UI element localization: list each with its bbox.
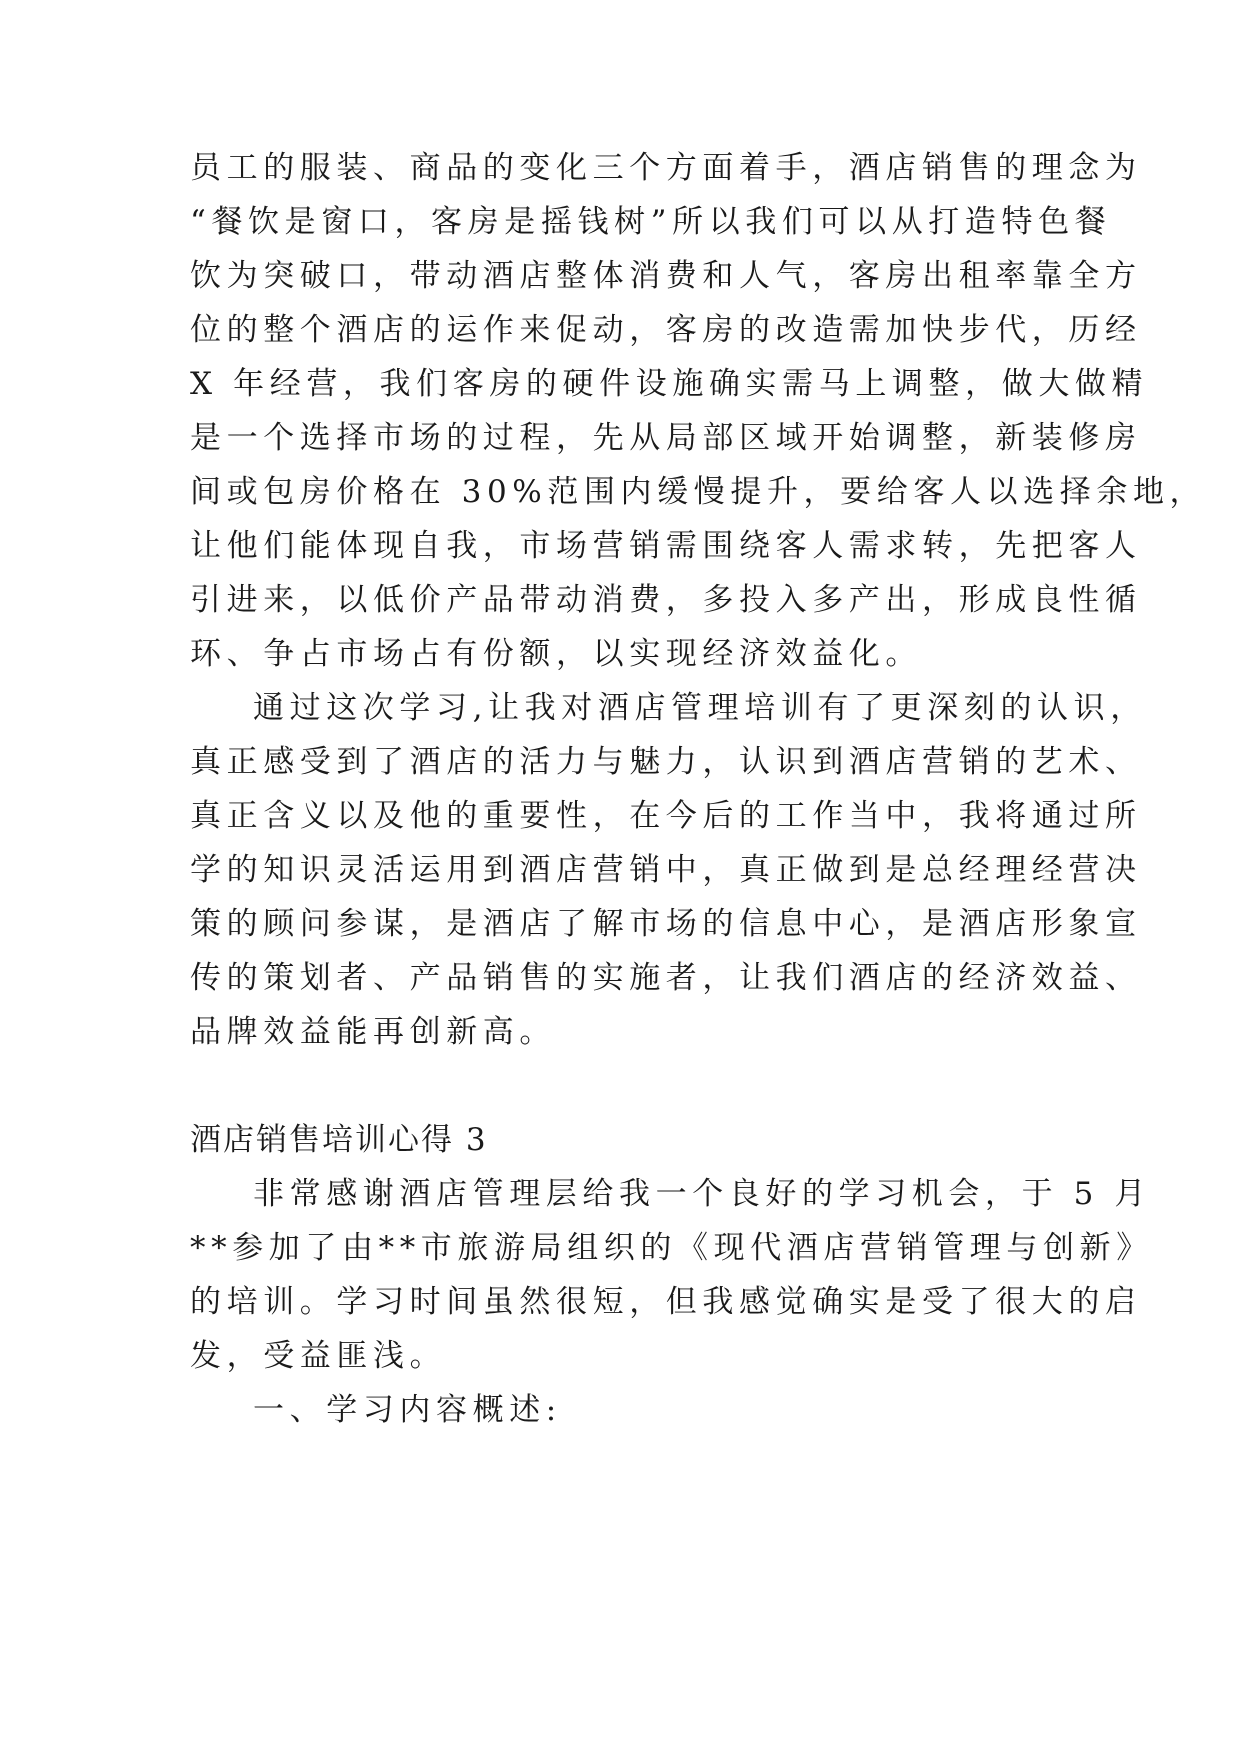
paragraph-line: 通过这次学习,让我对酒店管理培训有了更深刻的认识， (253, 690, 1147, 726)
paragraph-line: “餐饮是窗口，客房是摇钱树”所以我们可以从打造特色餐 (190, 204, 1112, 240)
paragraph-line: 真正含义以及他的重要性，在今后的工作当中，我将通过所 (190, 798, 1142, 834)
paragraph-line: 是一个选择市场的过程，先从局部区域开始调整，新装修房 (190, 420, 1142, 456)
paragraph-line: 饮为突破口，带动酒店整体消费和人气，客房出租率靠全方 (190, 258, 1142, 294)
paragraph-line: 策的顾问参谋，是酒店了解市场的信息中心，是酒店形象宣 (190, 906, 1142, 942)
paragraph-line: **参加了由**市旅游局组织的《现代酒店营销管理与创新》 (190, 1230, 1153, 1266)
paragraph-line: 位的整个酒店的运作来促动，客房的改造需加快步代，历经 (190, 312, 1142, 348)
section-title: 酒店销售培训心得 3 (190, 1122, 488, 1158)
paragraph-line: 员工的服装、商品的变化三个方面着手，酒店销售的理念为 (190, 150, 1142, 186)
paragraph-line: 传的策划者、产品销售的实施者，让我们酒店的经济效益、 (190, 960, 1142, 996)
paragraph-line: 发，受益匪浅。 (190, 1338, 447, 1374)
paragraph-line: 真正感受到了酒店的活力与魅力，认识到酒店营销的艺术、 (190, 744, 1142, 780)
paragraph-line: 间或包房价格在 30%范围内缓慢提升，要给客人以选择余地， (190, 474, 1207, 510)
paragraph-line: 环、争占市场占有份额，以实现经济效益化。 (190, 636, 922, 672)
subheading: 一、学习内容概述: (253, 1392, 562, 1428)
paragraph-line: 让他们能体现自我，市场营销需围绕客人需求转，先把客人 (190, 528, 1142, 564)
paragraph-line: 品牌效益能再创新高。 (190, 1014, 556, 1050)
paragraph-line: 非常感谢酒店管理层给我一个良好的学习机会，于 5 月 (253, 1176, 1152, 1212)
paragraph-line: X 年经营，我们客房的硬件设施确实需马上调整，做大做精 (190, 366, 1149, 402)
paragraph-line: 引进来，以低价产品带动消费，多投入多产出，形成良性循 (190, 582, 1142, 618)
paragraph-line: 学的知识灵活运用到酒店营销中，真正做到是总经理经营决 (190, 852, 1142, 888)
paragraph-line: 的培训。学习时间虽然很短，但我感觉确实是受了很大的启 (190, 1284, 1142, 1320)
